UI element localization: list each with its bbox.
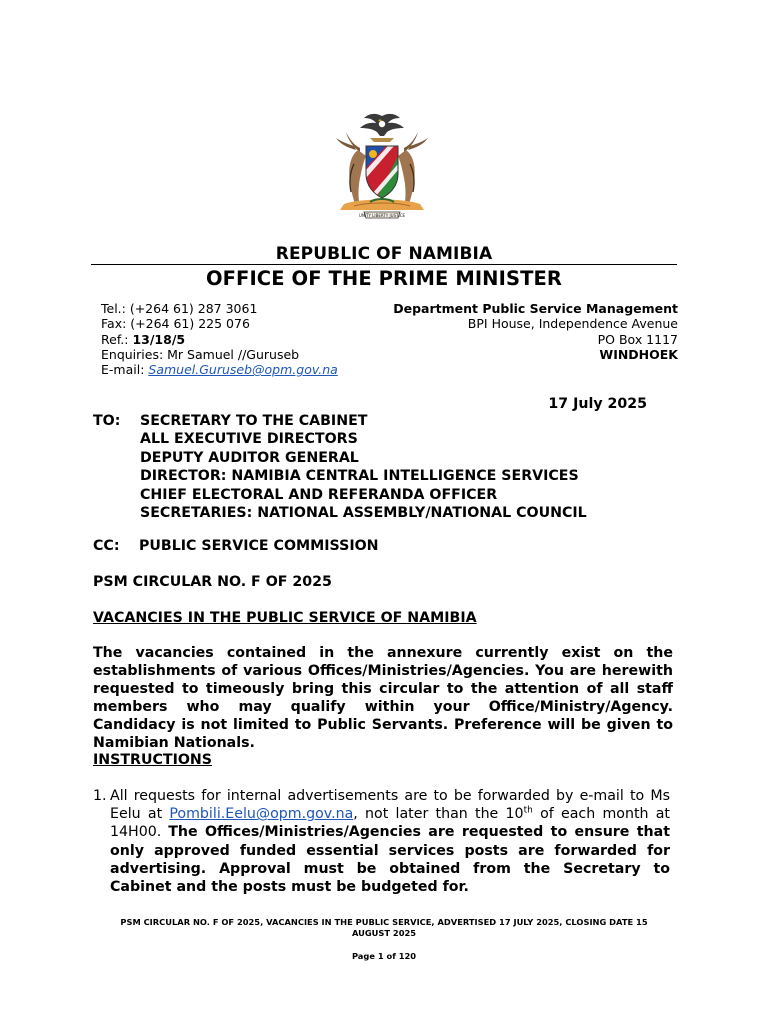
telephone: Tel.: (+264 61) 287 3061 (101, 301, 258, 316)
intro-paragraph: The vacancies contained in the annexure currently exist on the establishments of various Offices/Ministries/Agencies. You are herewith requested to timeously bring this circular to the attention of all staff members who may qualify within your Office/Ministry/Agency. Candidacy is not limited to Public Servants. Preference will be given to Namibian Nationals. (93, 645, 673, 752)
recipient-item: ALL EXECUTIVE DIRECTORS (140, 431, 358, 448)
cc-label: CC: (93, 538, 120, 554)
address-block (393, 301, 678, 362)
svg-text:UNITY LIBERTY JUSTICE: UNITY LIBERTY JUSTICE (358, 212, 406, 218)
instruction-text-b: , not later than the 10 (353, 806, 524, 823)
department-name: Department Public Service Management (393, 301, 678, 316)
instruction-text-c: of each month at 14H00. (110, 806, 670, 841)
recipient-item: CHIEF ELECTORAL AND REFERANDA OFFICER (140, 486, 498, 503)
cc-value: PUBLIC SERVICE COMMISSION (139, 538, 379, 554)
instructions-heading: INSTRUCTIONS (93, 752, 213, 768)
reference (101, 332, 338, 347)
reference-value: 13/18/5 (132, 331, 186, 347)
recipients-list (140, 412, 587, 522)
recipient-item: DEPUTY AUDITOR GENERAL (140, 449, 359, 466)
to-label: TO: (93, 413, 121, 429)
recipient-item: DIRECTOR: NAMIBIA CENTRAL INTELLIGENCE SERVICES (140, 468, 579, 485)
instruction-bold-text: The Offices/Ministries/Agencies are requested to ensure that only approved funded essential services posts are forwarded for advertising. Approval must be obtained from the Secretary to Cabinet and the posts must be budgeted for. (110, 824, 671, 896)
letter-date: 17 July 2025 (548, 396, 647, 412)
recipient-item: SECRETARIES: NATIONAL ASSEMBLY/NATIONAL COUNCIL (140, 504, 587, 521)
ordinal-suffix: th (523, 805, 533, 816)
fax: Fax: (+264 61) 225 076 (101, 316, 250, 332)
city: WINDHOEK (599, 346, 678, 362)
enquiries: Enquiries: Mr Samuel //Guruseb (101, 346, 300, 362)
instruction-text-a: All requests for internal advertisements are to be forwarded by e-mail to Ms Eelu at (110, 788, 670, 823)
contact-email-link[interactable]: Pombili.Eelu@opm.gov.na (169, 806, 354, 823)
footer-text: PSM CIRCULAR NO. F OF 2025, VACANCIES IN THE PUBLIC SERVICE, ADVERTISED 17 JULY 2025, CLOSING DATE 15 AUGUST 2025 (120, 917, 648, 938)
country-heading: REPUBLIC OF NAMIBIA (275, 244, 493, 264)
po-box: PO Box 1117 (597, 331, 678, 347)
instruction-number: 1. (93, 788, 107, 804)
email-link[interactable]: Samuel.Guruseb@opm.gov.na (148, 362, 338, 378)
office-heading: OFFICE OF THE PRIME MINISTER (205, 267, 563, 290)
building-address: BPI House, Independence Avenue (467, 316, 678, 332)
email-line (101, 362, 338, 377)
coat-of-arms-icon (320, 112, 444, 220)
email-label: E-mail: (101, 362, 149, 378)
recipient-item: SECRETARY TO THE CABINET (140, 413, 368, 429)
page-number: Page 1 of 120 (351, 951, 417, 961)
circular-number: PSM CIRCULAR NO. F OF 2025 (93, 574, 332, 590)
contact-details (101, 301, 338, 377)
reference-label: Ref.: (101, 331, 133, 347)
instruction-text (110, 787, 670, 896)
heading-divider (91, 264, 677, 265)
cc-line (93, 538, 379, 554)
subject-heading: VACANCIES IN THE PUBLIC SERVICE OF NAMIBIA (93, 610, 477, 626)
